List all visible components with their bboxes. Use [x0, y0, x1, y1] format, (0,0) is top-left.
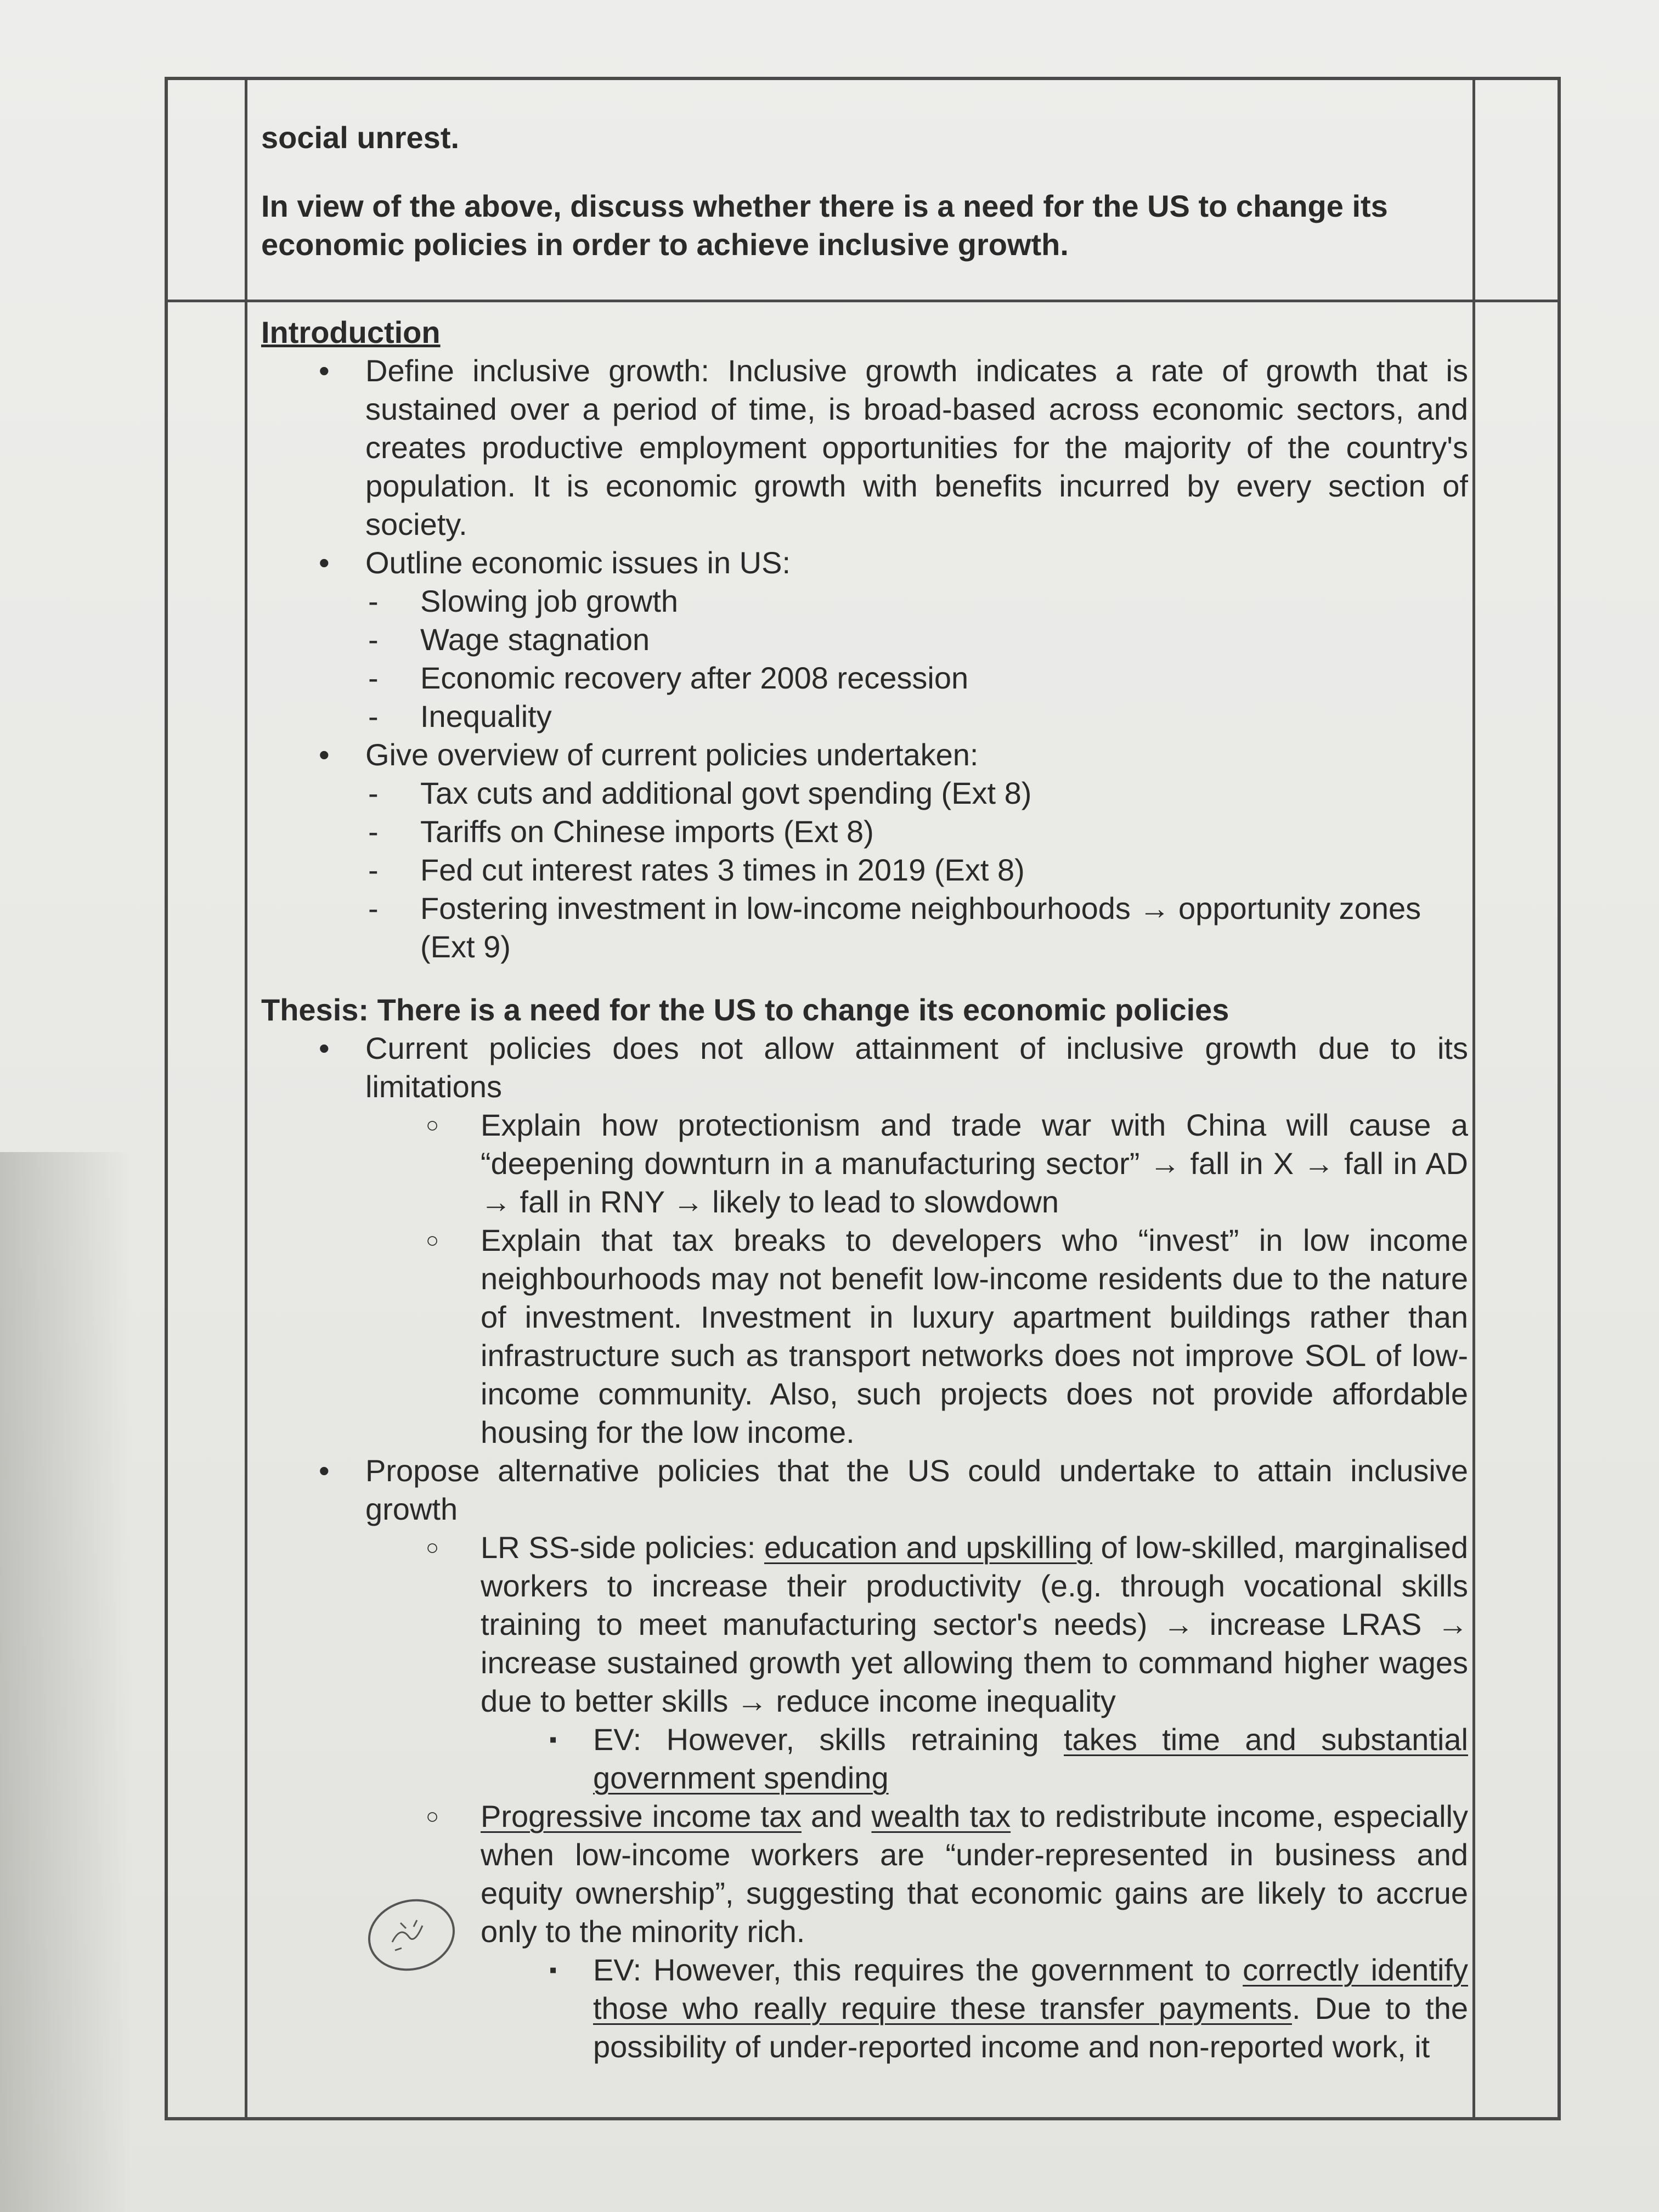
thesis-point-limitations: • Current policies does not allow attainment of inclusive growth due to its limitations — [261, 1029, 1468, 1106]
lr-text-post: of low-skilled, marginalised workers to increase their productivity (e.g. through vocational skills training to meet manufacturing sector's needs) → increase LRAS → increase sustained growth yet allowing them to command higher wages due to better skills → reduce income inequality — [481, 1530, 1468, 1718]
prog-ev-pre: EV: However, this requires the government to — [593, 1953, 1243, 1987]
prog-underlined-1: Progressive income tax — [481, 1799, 802, 1833]
policy-item: - Fed cut interest rates 3 times in 2019 (Ext 8) — [261, 851, 1468, 889]
question-fragment: social unrest. — [261, 120, 460, 155]
thesis-sub-point: ○ Explain that tax breaks to developers who “invest” in low income neighbourhoods may not benefit low-income residents due to the nature of investment. Investment in luxury apartment buildings rather than infrastructure such as transport networks does not improve SOL of low-income community. Also, such projects does not provide affordable housing for the low income. — [261, 1221, 1468, 1452]
question-cell — [261, 119, 1468, 264]
issue-item: - Wage stagnation — [261, 620, 1468, 659]
thesis-sub-point: ○ Explain how protectionism and trade war with China will cause a “deepening downturn in a manufacturing sector” → fall in X → fall in AD → fall in RNY → likely to lead to slowdown — [261, 1106, 1468, 1221]
outline-issues-label: • Outline economic issues in US: — [261, 544, 1468, 582]
define-inclusive-growth: • Define inclusive growth: Inclusive growth indicates a rate of growth that is sustained over a period of time, is broad-based across economic sectors, and creates productive employment opportunities for the majority of the country's population. It is economic growth with benefits incurred by every section of society. — [261, 352, 1468, 544]
page-shadow — [0, 1152, 132, 2212]
policy-item: - Tariffs on Chinese imports (Ext 8) — [261, 812, 1468, 851]
prog-underlined-2: wealth tax — [871, 1799, 1011, 1833]
lr-text-pre: LR SS-side policies: — [481, 1530, 764, 1565]
overview-policies-label: • Give overview of current policies undertaken: — [261, 736, 1468, 774]
answer-cell — [261, 313, 1468, 2066]
issue-item: - Slowing job growth — [261, 582, 1468, 620]
prog-mid: and — [801, 1799, 872, 1833]
table-left-column-divider — [245, 80, 247, 2117]
handwritten-doodle-icon — [362, 1890, 461, 1978]
lr-text-underlined: education and upskilling — [764, 1530, 1092, 1565]
lr-ev-underlined: takes time and substantial government spending — [593, 1722, 1468, 1795]
policy-item: - Fostering investment in low-income neighbourhoods → opportunity zones (Ext 9) — [261, 889, 1468, 966]
table-right-column-divider — [1472, 80, 1475, 2117]
lr-ev-pre: EV: However, skills retraining — [593, 1722, 1064, 1757]
lr-supply-side-policy — [261, 1528, 1468, 1720]
issue-item: - Inequality — [261, 697, 1468, 736]
policy-item: - Tax cuts and additional govt spending (Ext 8) — [261, 774, 1468, 812]
table-row-divider — [168, 300, 1558, 302]
document-table — [165, 77, 1561, 2120]
introduction-heading: Introduction — [261, 315, 441, 349]
introduction-list — [261, 352, 1468, 966]
prog-ev-underlined: correctly identify those who really require these transfer payments — [593, 1953, 1469, 2025]
question-text: In view of the above, discuss whether there is a need for the US to change its economic policies in order to achieve inclusive growth. — [261, 189, 1388, 262]
prog-post: to redistribute income, especially when low-income workers are “under-represented in business and equity ownership”, suggesting that economic gains are likely to accrue only to the minority rich. — [481, 1799, 1468, 1949]
issue-item: - Economic recovery after 2008 recession — [261, 659, 1468, 697]
thesis-point-alternatives: • Propose alternative policies that the US could undertake to attain inclusive growth — [261, 1452, 1468, 1528]
thesis-heading: Thesis: There is a need for the US to change its economic policies — [261, 992, 1229, 1027]
lr-evaluation — [261, 1720, 1468, 1797]
prog-ev-post: . Due to the possibility of under-reported income and non-reported work, it — [593, 1991, 1468, 2064]
